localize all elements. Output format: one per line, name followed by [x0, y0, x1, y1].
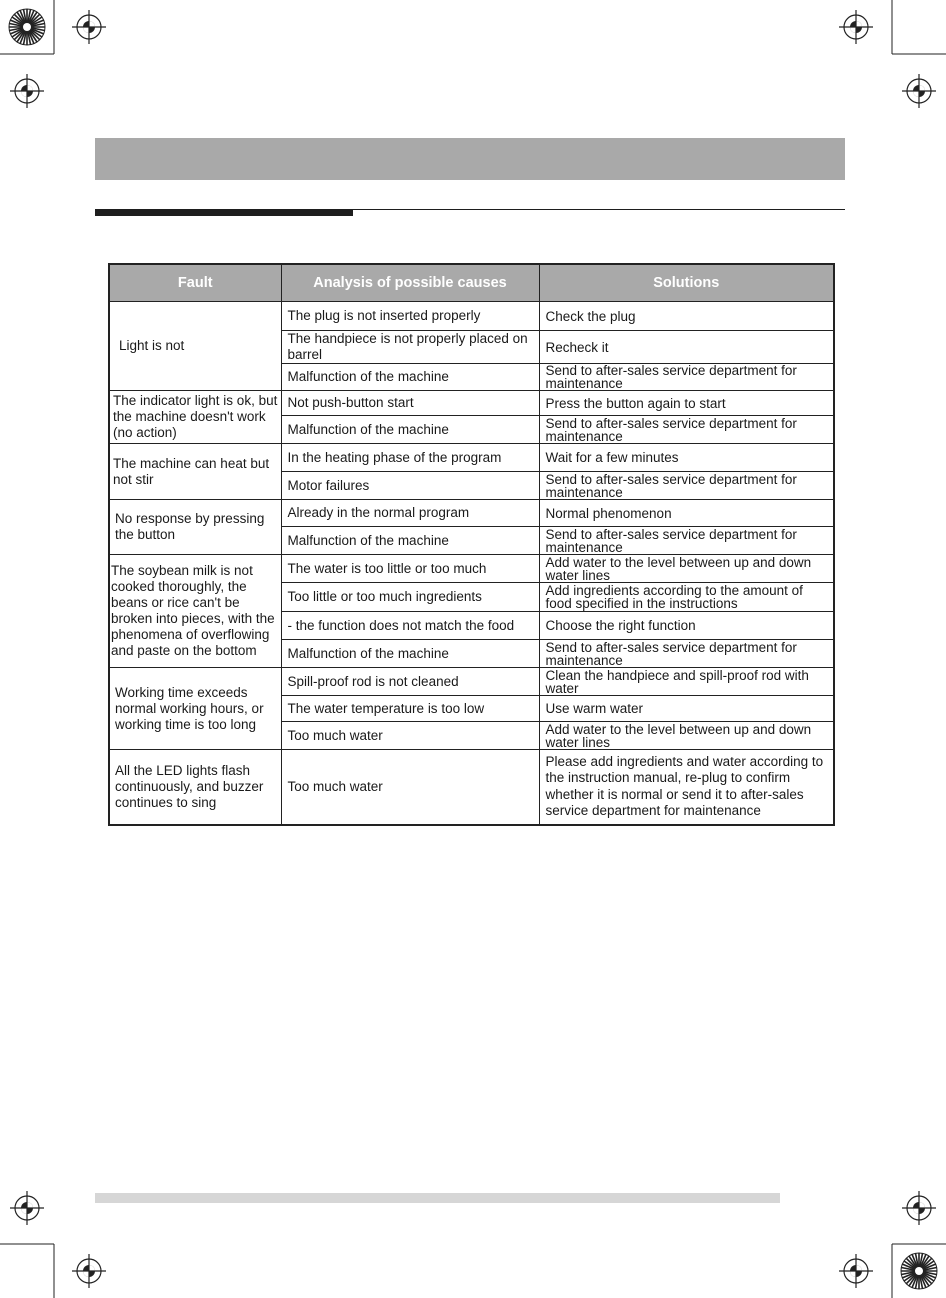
fault-cell: The machine can heat but not stir	[109, 444, 281, 500]
cause-cell: In the heating phase of the program	[281, 444, 539, 472]
cause-cell: Malfunction of the machine	[281, 364, 539, 391]
table-row	[109, 500, 834, 527]
solution-cell: Wait for a few minutes	[539, 444, 834, 472]
solution-cell: Send to after-sales service department for maintenance	[539, 472, 834, 500]
cause-cell: Too little or too much ingredients	[281, 583, 539, 612]
cause-cell: Malfunction of the machine	[281, 527, 539, 555]
cause-cell: Too much water	[281, 750, 539, 825]
table-row	[109, 391, 834, 416]
solution-cell: Choose the right function	[539, 612, 834, 640]
cause-cell: The water is too little or too much	[281, 555, 539, 583]
table-row	[109, 750, 834, 825]
solution-cell: Use warm water	[539, 696, 834, 722]
solution-cell: Normal phenomenon	[539, 500, 834, 527]
solution-cell: Clean the handpiece and spill-proof rod with water	[539, 668, 834, 696]
registration-mark-icon	[839, 10, 873, 44]
registration-mark-icon	[902, 1191, 936, 1225]
cause-cell: The water temperature is too low	[281, 696, 539, 722]
registration-mark-icon	[10, 74, 44, 108]
solution-cell: Recheck it	[539, 331, 834, 364]
cause-cell: - the function does not match the food	[281, 612, 539, 640]
cause-cell: Spill-proof rod is not cleaned	[281, 668, 539, 696]
fault-cell: All the LED lights flash continuously, and buzzer continues to sing	[109, 750, 281, 825]
fault-cell: The indicator light is ok, but the machine doesn't work (no action)	[109, 391, 281, 444]
column-header-fault: Fault	[109, 264, 281, 302]
registration-mark-icon	[902, 74, 936, 108]
cause-cell: Not push-button start	[281, 391, 539, 416]
solution-cell: Send to after-sales service department for maintenance	[539, 527, 834, 555]
column-header-causes: Analysis of possible causes	[281, 264, 539, 302]
solution-cell: Press the button again to start	[539, 391, 834, 416]
table-row	[109, 668, 834, 696]
solution-cell: Add water to the level between up and down water lines	[539, 555, 834, 583]
heading-underline	[95, 209, 353, 216]
solution-cell: Send to after-sales service department for maintenance	[539, 640, 834, 668]
table-row	[109, 444, 834, 472]
solution-cell: Check the plug	[539, 302, 834, 331]
solution-cell: Send to after-sales service department for maintenance	[539, 416, 834, 444]
fault-cell: Working time exceeds normal working hours, or working time is too long	[109, 668, 281, 750]
registration-mark-icon	[72, 10, 106, 44]
heading-rule	[353, 209, 845, 210]
solution-cell: Add water to the level between up and down water lines	[539, 722, 834, 750]
fault-cell: No response by pressing the button	[109, 500, 281, 555]
footer-bar	[95, 1193, 780, 1203]
star-target-icon	[9, 9, 45, 45]
table-row	[109, 555, 834, 583]
solution-cell: Please add ingredients and water according to the instruction manual, re-plug to confirm whether it is normal or send it to after-sales service department for maintenance	[539, 750, 834, 825]
cause-cell: Too much water	[281, 722, 539, 750]
solution-cell: Add ingredients according to the amount of food specified in the instructions	[539, 583, 834, 612]
solution-cell: Send to after-sales service department for maintenance	[539, 364, 834, 391]
cause-cell: Motor failures	[281, 472, 539, 500]
section-header-bar	[95, 138, 845, 180]
registration-mark-icon	[72, 1254, 106, 1288]
column-header-solutions: Solutions	[539, 264, 834, 302]
cause-cell: The handpiece is not properly placed on barrel	[281, 331, 539, 364]
star-target-icon	[901, 1253, 937, 1289]
cause-cell: Already in the normal program	[281, 500, 539, 527]
registration-mark-icon	[839, 1254, 873, 1288]
fault-cell: Light is not	[109, 302, 281, 391]
table-row	[109, 302, 834, 331]
cause-cell: Malfunction of the machine	[281, 640, 539, 668]
registration-mark-icon	[10, 1191, 44, 1225]
cause-cell: The plug is not inserted properly	[281, 302, 539, 331]
table-header-row	[109, 264, 834, 302]
fault-cell: The soybean milk is not cooked thoroughly, the beans or rice can't be broken into pieces, with the phenomena of overflowing and paste on the bottom	[109, 555, 281, 668]
cause-cell: Malfunction of the machine	[281, 416, 539, 444]
troubleshooting-table	[108, 263, 835, 826]
